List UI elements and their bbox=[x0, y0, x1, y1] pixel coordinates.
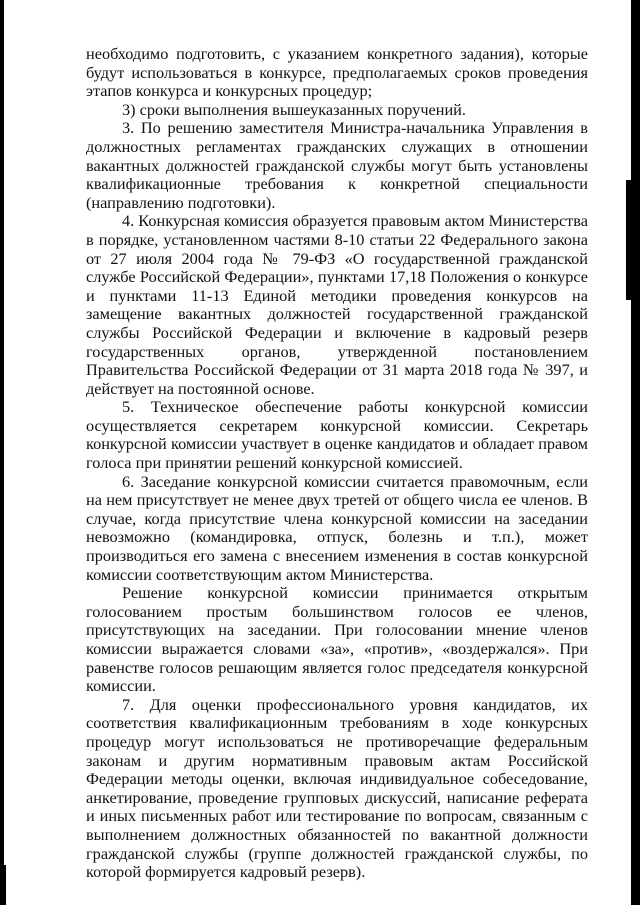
paragraph-5: 5. Техническое обеспечение работы конкурсной комиссии осуществляется секретарем конкурсной комиссии. Секретарь конкурсной комиссии участвует в оценке кандидатов и обладает правом голоса при принятии решений конкурсной комиссией. bbox=[86, 397, 588, 473]
scan-border-right bbox=[631, 0, 640, 905]
scan-border-left bbox=[0, 0, 4, 905]
paragraph-item-3-subpoint: 3) сроки выполнения вышеуказанных поручений. bbox=[122, 99, 466, 119]
paragraph-3: 3. По решению заместителя Министра-начальника Управления в должностных регламентах гражданских служащих в отношении вакантных должностей гражданской службы могут быть установлены квалификационные требования к конкретной специальности (направлению подготовки). bbox=[86, 118, 588, 212]
document-body bbox=[86, 45, 588, 882]
scan-border-right-mark bbox=[626, 180, 640, 300]
paragraph-6: 6. Заседание конкурсной комиссии считается правомочным, если на нем присутствует не менее двух третей от общего числа ее членов. В случае, когда присутствие члена конкурсной комиссии на заседании невозможно (командировка, отпуск, болезнь и т.п.), может производиться его замена с внесением изменения в состав конкурсной комиссии соответствующим актом Министерства. bbox=[86, 471, 588, 584]
paragraph-4: 4. Конкурсная комиссия образуется правовым актом Министерства в порядке, установленном частями 8-10 статьи 22 Федерального закона от 27 июля 2004 года № 79-ФЗ «О государственной гражданской службе Российской Федерации», пунктами 17,18 Положения о конкурсе и пунктами 11-13 Единой методики проведения конкурсов на замещение вакантных должностей государственной гражданской службы Российской Федерации и включение в кадровый резерв государственных органов, утвержденной постановлением Правительства Российской Федерации от 31 марта 2018 года № 397, и действует на постоянной основе. bbox=[86, 211, 588, 398]
paragraph-6-decision: Решение конкурсной комиссии принимается открытым голосованием простым большинством голосов ее членов, присутствующих на заседании. При голосовании мнение членов комиссии выражается словами «за», «против», «воздержался». При равенстве голосов решающим является голос председателя конкурсной комиссии. bbox=[86, 583, 588, 696]
paragraph-7: 7. Для оценки профессионального уровня кандидатов, их соответствия квалификационным требованиям в ходе конкурсных процедур могут использоваться не противоречащие федеральным законам и другим нормативным правовым актам Российской Федерации методы оценки, включая индивидуальное собеседование, анкетирование, проведение групповых дискуссий, написание реферата и иных письменных работ или тестирование по вопросам, связанным с выполнением должностных обязанностей по вакантной должности гражданской службы (группе должностей гражданской службы, по которой формируется кадровый резерв). bbox=[86, 694, 588, 882]
scan-border-bottom-left bbox=[0, 865, 6, 905]
paragraph-continuation: необходимо подготовить, с указанием конкретного задания), которые будут использоваться в конкурсе, предполагаемых сроков проведения этапов конкурса и конкурсных процедур; bbox=[86, 44, 588, 101]
